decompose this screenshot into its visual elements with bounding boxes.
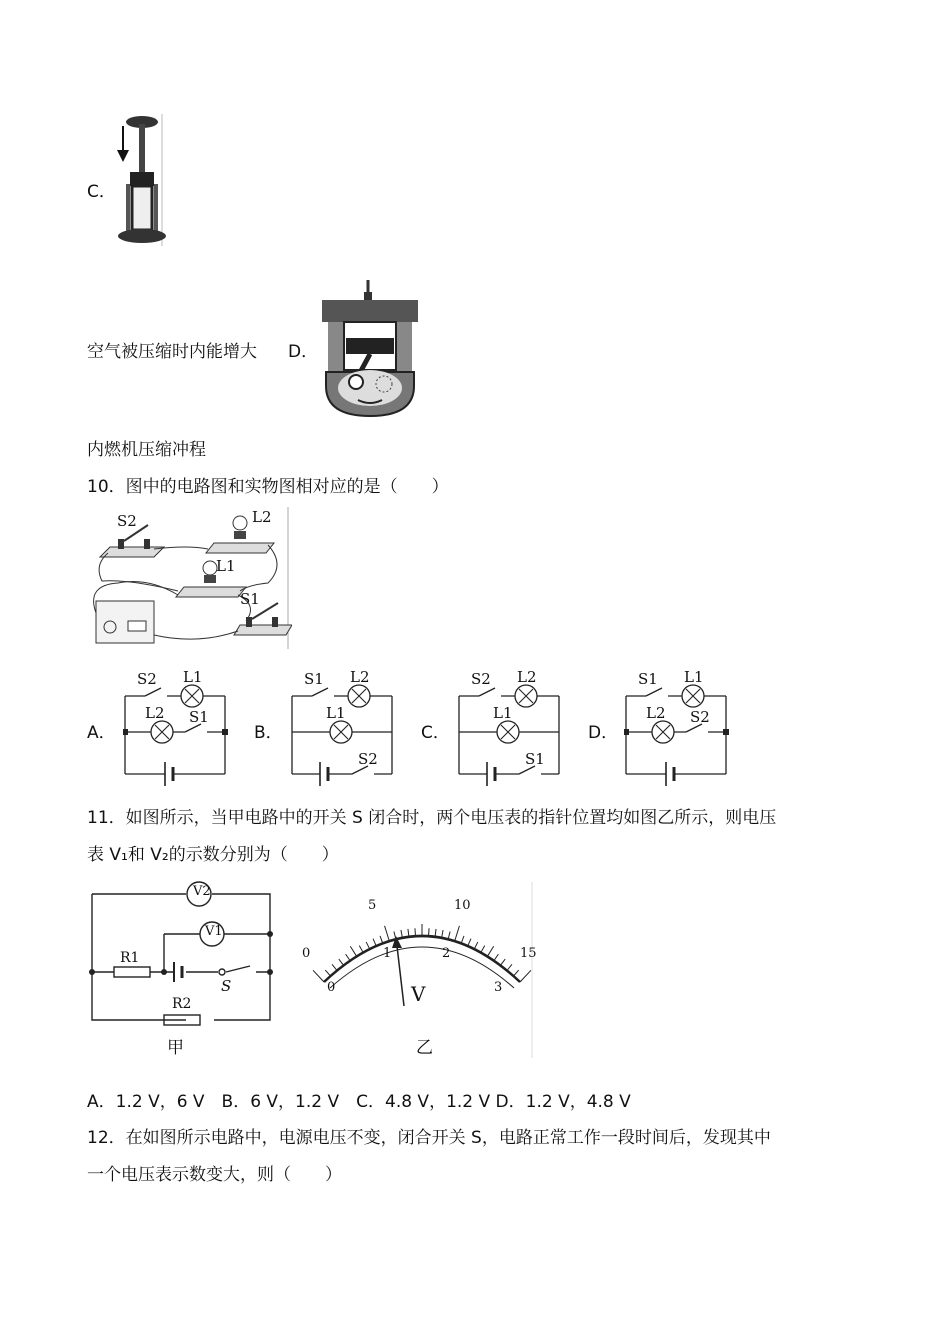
dial-inner-tick-1: 1	[383, 946, 392, 961]
q10-option-top-switch-label: S2	[471, 670, 491, 688]
q10-option-top-switch-label: S1	[638, 670, 658, 688]
voltmeter-dial-yi	[296, 880, 536, 1060]
dial-inner-tick-0: 0	[327, 980, 336, 995]
q10-option-top-lamp-label: L2	[350, 668, 370, 686]
q10-option-mid-lamp-label: L2	[646, 704, 666, 722]
q10-option-top-switch-label: S2	[137, 670, 157, 688]
dial-inner-tick-2: 2	[442, 946, 451, 961]
dial-outer-tick-0: 0	[302, 946, 311, 961]
q10-option-mid-switch-label: S2	[690, 708, 710, 726]
voltmeter-v1-label: V1	[205, 924, 223, 939]
q10-option-letter[interactable]: B．	[254, 723, 283, 743]
question-10-stem: 10．图中的电路图和实物图相对应的是（ ）	[87, 477, 449, 497]
question-12-stem-line2: 一个电压表示数变大，则（ ）	[87, 1165, 342, 1185]
option-c-caption: 空气被压缩时内能增大	[87, 342, 257, 362]
question-11-stem-line2: 表 V₁和 V₂的示数分别为（ ）	[87, 845, 339, 865]
q10-option-top-lamp-label: L1	[684, 668, 704, 686]
q10-option-letter[interactable]: C．	[421, 723, 450, 743]
engine-compression-stroke-image	[318, 276, 422, 418]
q10-option-bottom-switch-label: S2	[358, 750, 378, 768]
question-11-stem-line1: 11．如图所示，当甲电路中的开关 S 闭合时，两个电压表的指针位置均如图乙所示，则电压	[87, 808, 777, 828]
dial-unit-label: V	[411, 982, 426, 1006]
dial-outer-tick-15: 15	[520, 946, 537, 961]
q10-option-mid-lamp-label: L2	[145, 704, 165, 722]
question-12-stem-line1: 12．在如图所示电路中，电源电压不变，闭合开关 S，电路正常工作一段时间后，发现其中	[87, 1128, 771, 1148]
resistor-r1-label: R1	[120, 950, 140, 966]
q10-option-letter[interactable]: A．	[87, 723, 116, 743]
q10-option-top-lamp-label: L1	[183, 668, 203, 686]
q10-option-bottom-switch-label: S1	[525, 750, 545, 768]
air-compression-apparatus-image	[112, 112, 168, 248]
resistor-r2-label: R2	[172, 996, 192, 1012]
photo-label-l1: L1	[216, 557, 236, 575]
figure-yi-caption: 乙	[416, 1038, 433, 1058]
photo-label-l2: L2	[252, 508, 272, 526]
dial-inner-tick-3: 3	[494, 980, 503, 995]
option-c-label: C．	[87, 182, 116, 202]
q10-option-top-lamp-label: L2	[517, 668, 537, 686]
option-d-caption: 内燃机压缩冲程	[87, 440, 206, 460]
option-d-label: D．	[288, 342, 319, 362]
photo-label-s1: S1	[240, 590, 260, 608]
question-11-answer-options: A．1.2 V，6 V B．6 V，1.2 V C．4.8 V，1.2 V D．1.2 V，4.8 V	[87, 1092, 631, 1112]
photo-label-s2: S2	[117, 512, 137, 530]
figure-jia-caption: 甲	[167, 1038, 184, 1058]
q10-option-mid-switch-label: S1	[189, 708, 209, 726]
q10-option-top-switch-label: S1	[304, 670, 324, 688]
switch-s-label: S	[221, 977, 232, 995]
voltmeter-v2-label: V2	[193, 884, 211, 899]
dial-outer-tick-5: 5	[368, 898, 377, 913]
q10-option-mid-lamp-label: L1	[326, 704, 346, 722]
q10-option-mid-lamp-label: L1	[493, 704, 513, 722]
q10-option-letter[interactable]: D．	[588, 723, 619, 743]
dial-outer-tick-10: 10	[454, 898, 471, 913]
